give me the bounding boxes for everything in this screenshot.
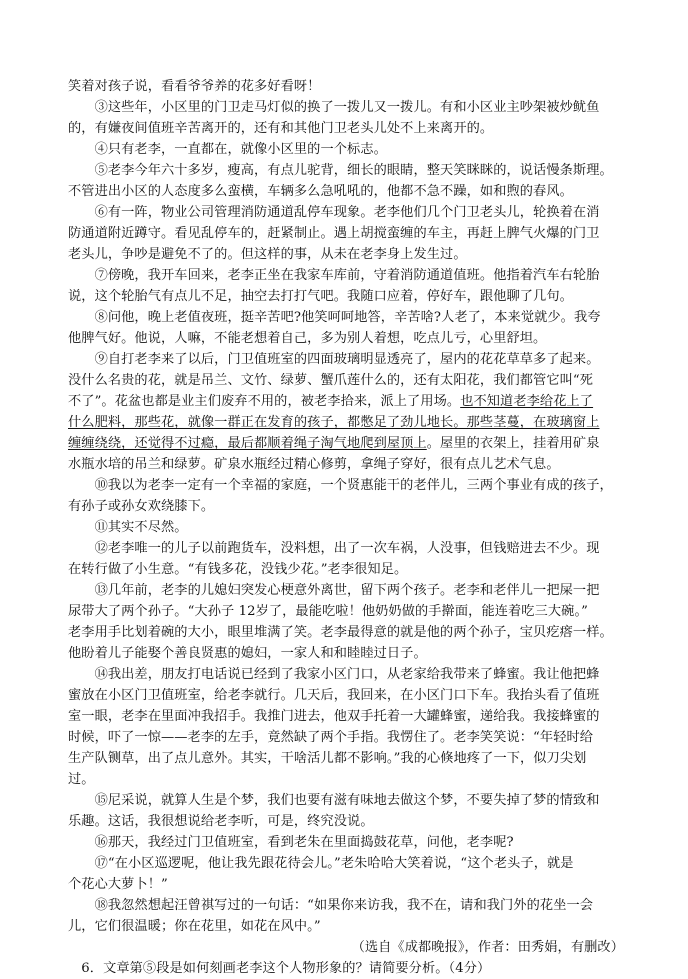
text-line: 时候，吓了一惊——老李的左手，竟然缺了两个手指。我愣住了。老李笑笑说：“年轻时给 [68,730,594,745]
text-line: 说，这个轮胎气有点儿不足，抽空去打打气吧。我随口应着，停好车，跟他聊了几句。 [68,289,573,304]
text-line: 有孙子或孙女欢绕膝下。 [68,499,215,514]
text-line: 蜜放在小区门卫值班室，给老李就行。几天后，我回来，在小区门口下车。我抬头看了值班 [68,688,600,703]
text-line: ⑭我出差，朋友打电话说已经到了我家小区门口，从老家给我带来了蜂蜜。我让他把蜂 [68,667,600,682]
text-line: ⑱我忽然想起汪曾祺写过的一句话：“如果你来访我，我不在，请和我门外的花坐一会 [68,898,594,913]
text-line: 的，有嫌夜间值班辛苦离开的，还有和其他门卫老头儿处不上来离开的。 [68,121,494,136]
text-line: 防通道附近蹲守。看见乱停车的，赶紧制止。遇上胡搅蛮缠的车主，再赶上脾气火爆的门卫 [68,226,600,241]
text-line: ⑪其实不尽然。 [68,520,188,535]
text-line: ⑩我以为老李一定有一个幸福的家庭，一个贤惠能干的老伴儿，三两个事业有成的孩子， [68,478,613,493]
text-line: 没什么名贵的花，就是吊兰、文竹、绿萝、蟹爪莲什么的，还有太阳花，我们都管它叫“死 [68,373,594,388]
question-6: 6．文章第⑤段是如何刻画老李这个人物形象的？请简要分析。（4分） [68,961,491,976]
text-line [68,412,624,433]
text-line: 生产队铡草，出了点儿意外。其实，干啥活儿都不影响。”我的心倏地疼了一下，似刀尖划 [68,751,587,766]
text-line: ⑮尼采说，就算人生是个梦，我们也要有滋有味地去做这个梦，不要失掉了梦的情致和 [68,793,600,808]
text-line: ⑤老李今年六十多岁，瘦高，有点儿驼背，细长的眼睛，整天笑眯眯的，说话慢条斯理。 [68,163,613,178]
source-citation: （选自《成都晚报》，作者：田秀娟，有删改） [351,940,624,955]
text-line: ⑰“在小区巡逻呢，他让我先跟花待会儿。”老朱哈哈大笑着说，“这个老头子，就是 [68,856,574,871]
text-line: 他脾气好。他说，人嘛，不能老想着自己，多为别人着想，吃点儿亏，心里舒坦。 [68,331,547,346]
text-line: ③这些年，小区里的门卫走马灯似的换了一拨儿又一拨儿。有和小区业主吵架被炒鱿鱼 [68,100,600,115]
text-line: 室一眼，老李在里面冲我招手。我推门进去，他双手托着一大罐蜂蜜，递给我。我接蜂蜜的 [68,709,600,724]
text-line: ⑧问他，晚上老值夜班，挺辛苦吧?他笑呵呵地答，辛苦啥?人老了，本来觉就少。我夸 [68,310,601,325]
underlined-sentence: 缠缠绕绕，还觉得不过瘾，最后都顺着绳子淘气地爬到屋顶上 [68,436,427,451]
text-line: 缠缠绕绕，还觉得不过瘾，最后都顺着绳子淘气地爬到屋顶上。屋里的衣架上，挂着用矿泉 [68,436,600,451]
text-line: 尿带大了两个孙子。“大孙子 12岁了，最能吃啦！他奶奶做的手擀面，能连着吃三大碗。” [68,604,588,619]
article-body [68,76,624,979]
underlined-sentence: 什么肥料，那些花，就像一群正在发育的孩子，都憋足了劲儿地长。那些茎蔓，在玻璃窗上 [68,415,600,430]
text-line: ⑦傍晚，我开车回来，老李正坐在我家车库前，守着消防通道值班。他指着汽车右轮胎 [68,268,600,283]
text-line: 老李用手比划着碗的大小，眼里堆满了笑。老李最得意的就是他的两个孙子，宝贝疙瘩一样。 [68,625,613,640]
text-line: 儿，它们很温暖；你在花里，如花在风中。” [68,919,321,934]
text-line: 他盼着儿子能娶个善良贤惠的媳妇，一家人和和睦睦过日子。 [68,646,427,661]
text-line: ⑥有一阵，物业公司管理消防通道乱停车现象。老李他们几个门卫老头儿，轮换着在消 [68,205,600,220]
text-line: ⑯那天，我经过门卫值班室，看到老朱在里面捣鼓花草，问他，老李呢? [68,835,514,850]
text-line: 笑着对孩子说，看看爷爷养的花多好看呀！ [68,79,321,94]
text-line: ⑨自打老李来了以后，门卫值班室的四面玻璃明显透亮了，屋内的花花草草多了起来。 [68,352,600,367]
text-line: ⑫老李唯一的儿子以前跑货车，没料想，出了一次车祸，人没事，但钱赔进去不少。现 [68,541,600,556]
text-line: 水瓶水培的吊兰和绿萝。矿泉水瓶经过精心修剪，拿绳子穿好，很有点儿艺术气息。 [68,457,560,472]
text-line: 不了”。花盆也都是业主们废弃不用的，被老李拾来，派上了用场。也不知道老李给花上了 [68,394,594,409]
text-line: ⑬几年前，老李的儿媳妇突发心梗意外离世，留下两个孩子。老李和老伴儿一把屎一把 [68,583,600,598]
text-line: 不管进出小区的人态度多么蛮横，车辆多么急吼吼的，他都不急不躁，如和煦的春风。 [68,184,573,199]
text-line: 乐趣。这话，我很想说给老李听，可是，终究没说。 [68,814,374,829]
text-line: ④只有老李，一直都在，就像小区里的一个标志。 [68,142,387,157]
text-line: 老头儿，争吵是避免不了的。但这样的事，从未在老李身上发生过。 [68,247,467,262]
text-line: 个花心大萝卜！” [68,877,168,892]
text-line: 过。 [68,772,95,787]
text-line: 在转行做了小生意。“有钱多花，没钱少花。”老李很知足。 [68,562,408,577]
underlined-sentence: 也不知道老李给花上了 [460,394,594,409]
